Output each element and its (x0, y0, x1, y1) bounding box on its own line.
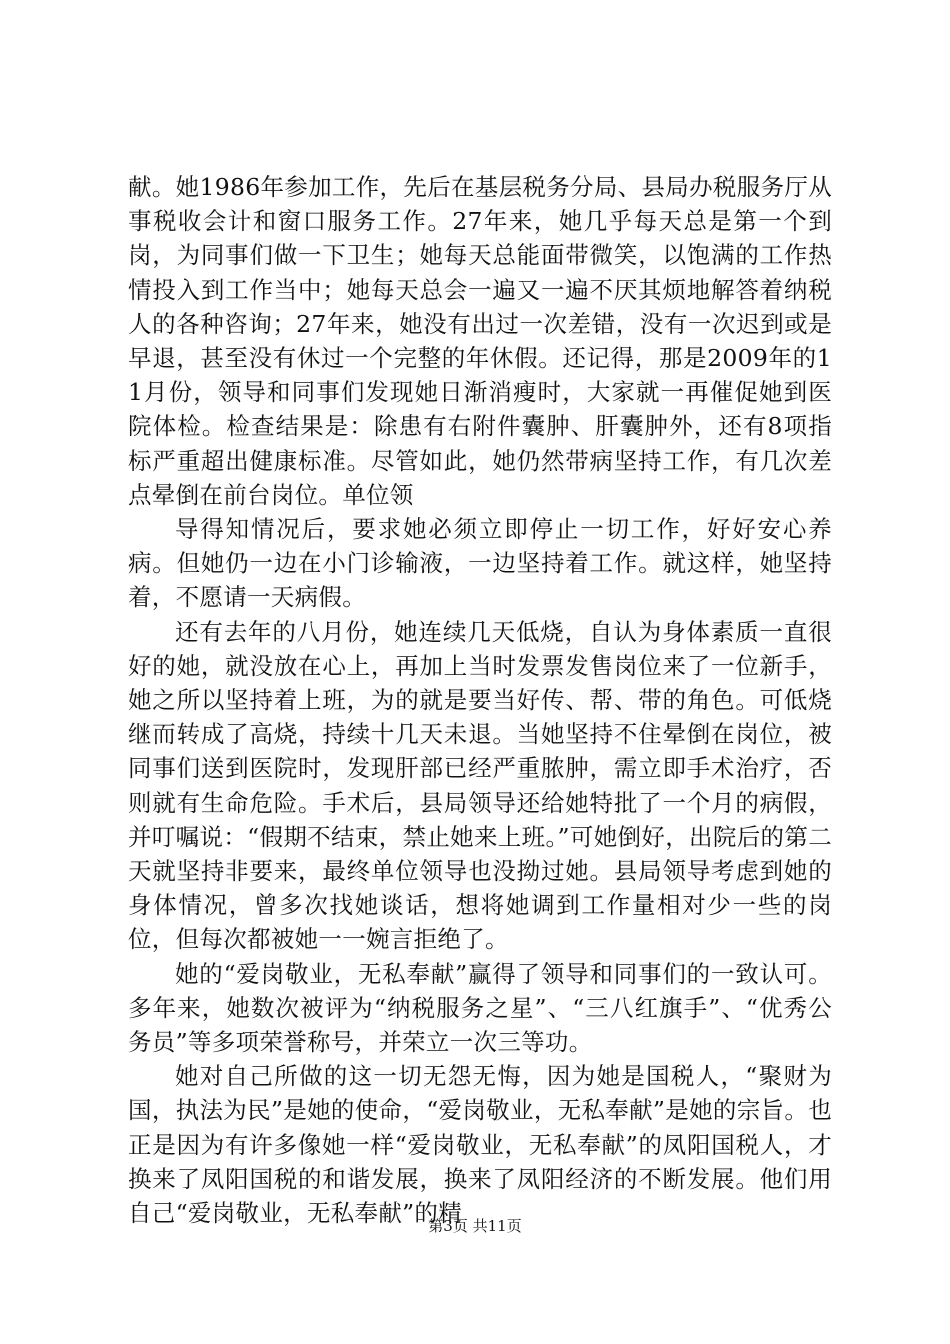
page-number-footer: 第3页 共11页 (428, 1217, 522, 1235)
paragraph: 她对自己所做的这一切无怨无悔，因为她是国税人，“聚财为国，执法为民”是她的使命，“爱岗敬业，无私奉献”是她的宗旨。也正是因为有许多像她一样“爱岗敬业，无私奉献”的凤阳国税人，才换来了凤阳国税的和谐发展，换来了凤阳经济的不断发展。他们用自己“爱岗敬业，无私奉献”的精 (128, 1062, 832, 1228)
body-text (128, 170, 832, 1230)
paragraph: 还有去年的八月份，她连续几天低烧，自认为身体素质一直很好的她，就没放在心上，再加上当时发票发售岗位来了一位新手，她之所以坚持着上班，为的就是要当好传、帮、带的角色。可低烧继而转成了高烧，持续十几天未退。当她坚持不住晕倒在岗位，被同事们送到医院时，发现肝部已经严重脓肿，需立即手术治疗，否则就有生命危险。手术后，县局领导还给她特批了一个月的病假，并叮嘱说：“假期不结束，禁止她来上班。”可她倒好，出院后的第二天就坚持非要来，最终单位领导也没拗过她。县局领导考虑到她的身体情况，曾多次找她谈话，想将她调到工作量相对少一些的岗位，但每次都被她一一婉言拒绝了。 (128, 617, 832, 954)
paragraph: 她的“爱岗敬业，无私奉献”赢得了领导和同事们的一致认可。多年来，她数次被评为“纳税服务之星”、“三八红旗手”、“优秀公务员”等多项荣誉称号，并荣立一次三等功。 (128, 959, 832, 1057)
paragraph: 导得知情况后，要求她必须立即停止一切工作，好好安心养病。但她仍一边在小门诊输液，一边坚持着工作。就这样，她坚持着，不愿请一天病假。 (128, 515, 832, 612)
paragraph-continued: 献。她1986年参加工作，先后在基层税务分局、县局办税服务厅从事税收会计和窗口服务工作。27年来，她几乎每天总是第一个到岗，为同事们做一下卫生；她每天总能面带微笑，以饱满的工作热情投入到工作当中；她每天总会一遍又一遍不厌其烦地解答着纳税人的各种咨询；27年来，她没有出过一次差错，没有一次迟到或是早退，甚至没有休过一个完整的年休假。还记得，那是2009年的11月份，领导和同事们发现她日渐消瘦时，大家就一再催促她到医院体检。检查结果是：除患有右附件囊肿、肝囊肿外，还有8项指标严重超出健康标准。尽管如此，她仍然带病坚持工作，有几次差点晕倒在前台岗位。单位领 (128, 173, 832, 509)
